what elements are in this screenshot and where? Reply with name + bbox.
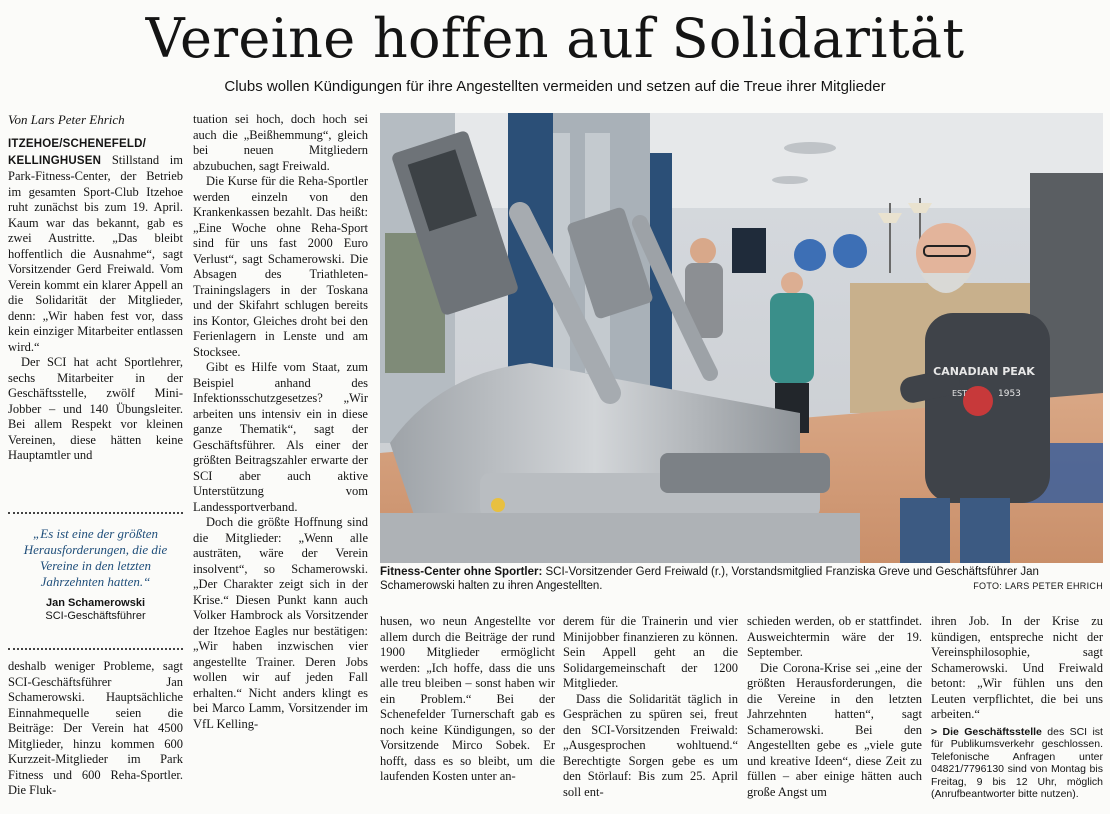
byline: Von Lars Peter Ehrich [8, 112, 125, 127]
paragraph: Gibt es Hilfe vom Staat, zum Beispiel anhand des Infektionsschutzgesetzes? „Wir arbeiten uns intensiv ein in diese ganze Thematik“, sagt der Geschäftsführer. Als einer der größten Beitragszahler erwarte der SCI aber auch aktive Unterstützung vom Landessportverband. [193, 360, 368, 514]
paragraph: tuation sei hoch, doch hoch sei auch die „Beißhemmung“, gleich bei neuen Mitgliedern abzubuchen, sagt Freiwald. [193, 112, 368, 173]
fitness-center-illustration [380, 113, 1103, 563]
sweatshirt-text: EST [952, 389, 968, 398]
lead-paragraph: ITZEHOE/SCHENEFELD/ KELLINGHUSEN Stillstand im Park-Fitness-Center, der Betrieb im gesamten Sport-Club Itzehoe ruht zunächst bis zum 19. April. Kaum war das bekannt, gab es zwei Austritte. „Das bleibt hoffentlich die Ausnahme“, sagt Vorsitzender Gerd Freiwald. Vom Verein kommt ein klarer Appell an die Solidarität der Mitglieder, denn: „Wir haben fest vor, dass kein einziger Mitarbeiter entlassen wird.“ [8, 138, 183, 354]
paragraph: Die Corona-Krise sei „eine der größten Herausforderungen, die die Vereine in den letzten Jahrzehnten hatten“, sagt Schamerowski. Bei den Angestellten gebe es „viele gute und kreative Ideen“, diese Zeit zu füllen – aber einige hätten auch große Angst um [747, 660, 922, 799]
article-column-2 [193, 112, 368, 732]
article-column-1-continued [8, 659, 183, 799]
sweatshirt-year: 1953 [998, 389, 1021, 399]
info-text: des SCI ist für Publikumsverkehr geschlossen. Telefonische Anfragen unter 04821/7796130 sind von Montag bis Freitag, 9 bis 12 Uhr, möglich (Anrufbeantworter bitte nutzen). [931, 725, 1103, 800]
pull-quote-name: Jan Schamerowski [45, 597, 146, 609]
article-column-3 [380, 614, 555, 785]
article-column-5 [747, 614, 922, 800]
pull-quote [8, 526, 183, 623]
paragraph: Die Kurse für die Reha-Sportler werden einzeln von den Krankenkassen bezahlt. Das heißt: „Eine Woche ohne Reha-Sport sind für uns fast 2000 Euro Verlust“, sagt Schamerowski. Die Absagen des Triathleten-Trainingslagers in der Toskana und der Skifahrt schlugen bereits ins Kontor, Gleiches droht bei den Ferienlagern in Lenste und am Stocksee. [193, 174, 368, 359]
paragraph: deshalb weniger Probleme, sagt SCI-Geschäftsführer Jan Schamerowski. Hauptsächliche Einnahmequelle seien die Beiträge: Der Verein hat 4500 Mitglieder, hinzu kommen 600 Kurzzeit-Mitglieder im Park Fitness und 600 Reha-Sportler. Die Fluk- [8, 659, 183, 797]
article-column-1 [8, 112, 183, 464]
divider [8, 648, 183, 650]
paragraph: derem für die Trainerin und vier Minijobber finanzieren zu können. Sein Appell geht an die Solidargemeinschaft der 1200 Mitglieder. [563, 614, 738, 690]
article-column-6 [931, 614, 1103, 801]
info-label: > Die Geschäftsstelle [931, 725, 1042, 738]
caption-text: SCI-Vorsitzender Gerd Freiwald (r.), Vorstandsmitglied Franziska Greve und Geschäftsführer Jan Schamerowski halten zu ihren Angestellten. [380, 566, 1039, 592]
paragraph: schieden werden, ob er stattfindet. Ausweichtermin wäre der 19. September. [747, 614, 922, 659]
caption-label: Fitness-Center ohne Sportler: [380, 566, 543, 578]
sweatshirt-brand: CANADIAN PEAK [933, 365, 1035, 378]
pull-quote-role: SCI-Geschäftsführer [45, 610, 146, 622]
paragraph: husen, wo neun Angestellte vor allem durch die Beiträge der rund 1900 Mitglieder ermöglicht werden: „Ich hoffe, dass die uns alle treu bleiben – sonst haben wir ein Problem.“ Bei der Schenefelder Turnerschaft gab es noch keine Kündigungen, so der Vorsitzende Mirco Sobek. Er hofft, dass es so bleibt, um die laufenden Kosten unter an- [380, 614, 555, 783]
info-box [931, 726, 1103, 801]
pull-quote-text: „Es ist eine der größten Herausforderungen, die die Vereine in den letzten Jahrzehnten hatten.“ [23, 526, 168, 589]
article-photo [380, 113, 1103, 563]
subheadline: Clubs wollen Kündigungen für ihre Angestellten vermeiden und setzen auf die Treue ihrer Mitglieder [224, 78, 886, 95]
divider [8, 512, 183, 514]
paragraph: Dass die Solidarität täglich in Gesprächen zu spüren sei, freut den SCI-Vorsitzenden Freiwald: „Ausgesprochen wohltuend.“ Berechtigte Sorgen gebe es um den Störlauf: Bis zum 25. April soll ent- [563, 691, 738, 799]
dateline: ITZEHOE/SCHENEFELD/ KELLINGHUSEN [8, 138, 146, 167]
paragraph: Der SCI hat acht Sportlehrer, sechs Mitarbeiter in der Geschäftsstelle, zwölf Mini-Jobber – und 140 Übungsleiter. Bei allem Respekt vor kleinen Vereinen, diese hätten keine Hauptamtler und [8, 355, 183, 462]
paragraph: ihren Job. In der Krise zu kündigen, entspreche nicht der Vereinsphilosophie, sagt Schamerowski. Und Freiwald betont: „Wir fühlen uns den Leuten verpflichtet, die bei uns arbeiten.“ [931, 614, 1103, 721]
headline: Vereine hoffen auf Solidarität [145, 7, 965, 70]
article-column-4 [563, 614, 738, 800]
paragraph: Doch die größte Hoffnung sind die Mitglieder: „Wenn alle austräten, wäre der Verein insolvent“, so Schamerowski. „Der Charakter zeigt sich in der Krise.“ Diesen Punkt kann auch Volker Hambrock als Vorsitzender der Itzehoe Eagles nur bestätigen: „Wir haben inzwischen vier angestellte Trainer. Deren Jobs wollen wir auf jeden Fall erhalten.“ Nicht anders klingt es bei Marco Lamm, Vorsitzender im VfL Kelling- [193, 515, 368, 731]
photo-credit: FOTO: LARS PETER EHRICH [973, 581, 1103, 591]
